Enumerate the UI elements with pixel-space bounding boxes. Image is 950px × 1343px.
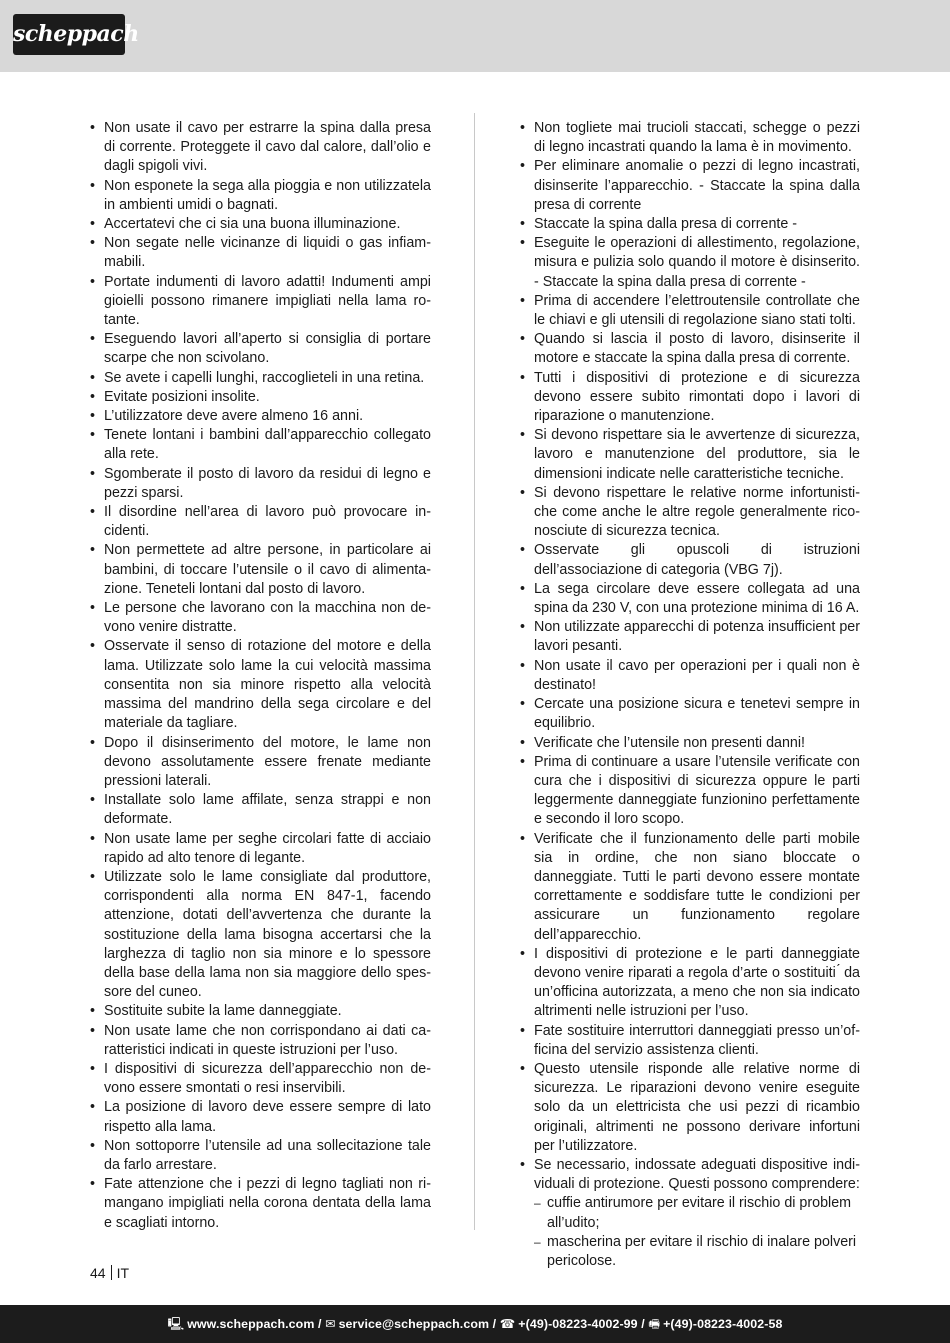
footer-phone: +(49)-08223-4002-99 / [518,1317,645,1331]
list-item: • Non segate nelle vicinanze di liquidi o gas infiammabili. [89,234,431,272]
column-divider [474,113,475,1230]
list-item: • Tenete lontani i bambini dall’apparecchio collegato alla rete. [89,426,431,464]
monitor-icon: 🖳 [167,1317,185,1331]
list-item: • La posizione di lavoro deve essere sempre di lato rispetto alla lama. [89,1098,431,1136]
list-item: • Non usate il cavo per estrarre la spina dalla presa di corrente. Proteggete il cavo dal calore, dall’olio e dagli spigoli vivi. [89,119,431,177]
right-column [519,119,860,1271]
list-item: • Non usate lame per seghe circolari fatte di acciaio rapido ad alto tenore di legante. [89,830,431,868]
protection-sublist [534,1194,860,1271]
page-header [0,0,950,72]
scheppach-logo: scheppach [13,14,125,55]
list-item: • Sostituite subite la lame danneggiate. [89,1002,431,1021]
list-item: • Accertatevi che ci sia una buona illuminazione. [89,215,431,234]
list-item: • Osservate gli opuscoli di istruzioni dell’associazione di categoria (VBG 7j). [519,541,860,579]
list-item [519,1156,860,1271]
list-item: • Per eliminare anomalie o pezzi di legno incastrati, disinserite l’apparecchio. - Staccate la spina dalla presa di corrente [519,157,860,215]
sub-list-item: – mascherina per evitare il rischio di inalare polveri pericolose. [534,1233,860,1271]
footer-web[interactable]: www.scheppach.com / [187,1317,322,1331]
page-footer [0,1305,950,1343]
list-item: • Si devono rispettare sia le avvertenze di sicurezza, lavoro e manutenzione del produttore, sia le dimensioni indicate nelle caratteristiche tecniche. [519,426,860,484]
list-item: • Staccate la spina dalla presa di corrente - [519,215,860,234]
list-item: • L’utilizzatore deve avere almeno 16 anni. [89,407,431,426]
list-item: • Non permettete ad altre persone, in particolare ai bambini, di toccare l’utensile o il cavo di alimentazione. Teneteli lontani dal posto di lavoro. [89,541,431,599]
list-item: • Prima di continuare a usare l’utensile verificate con cura che i dispositivi di sicurezza oppure le parti leggermente danneggiate funzionino perfettamente e secondo il loro scopo. [519,753,860,830]
sub-list-item: – cuffie antirumore per evitare il rischio di problem all’udito; [534,1194,860,1232]
list-item: • Cercate una posizione sicura e tenetevi sempre in equilibrio. [519,695,860,733]
list-item: • Verificate che l’utensile non presenti danni! [519,734,860,753]
phone-icon: ☎ [499,1317,516,1331]
list-item: • Questo utensile risponde alle relative norme di sicurezza. Le riparazioni devono venire eseguite solo da un elettricista che usi pezzi di ricambio originali, altrimenti ne possono derivare infortuni per l’utilizzatore. [519,1060,860,1156]
safety-list-left [89,119,431,1233]
list-item: • Sgomberate il posto di lavoro da residui di legno e pezzi sparsi. [89,465,431,503]
list-item: • Fate sostituire interruttori danneggiati presso un’officina del servizio assistenza clienti. [519,1022,860,1060]
list-item: • Non sottoporre l’utensile ad una sollecitazione tale da farlo arrestare. [89,1137,431,1175]
footer-email[interactable]: service@scheppach.com / [338,1317,497,1331]
list-item: • Dopo il disinserimento del motore, le lame non devono assolutamente essere frenate mediante pressioni laterali. [89,734,431,792]
list-item: • Installate solo lame affilate, senza strappi e non deformate. [89,791,431,829]
fax-icon: 🖷 [648,1317,661,1331]
list-item: • Tutti i dispositivi di protezione e di sicurezza devono essere subito rimontati dopo i lavori di riparazione o manutenzione. [519,369,860,427]
list-item: • Osservate il senso di rotazione del motore e della lama. Utilizzate solo lame la cui velocità massima consentita non sia minore rispetto alla velocità massima del mandrino della sega circolare e del materiale da tagliare. [89,637,431,733]
list-item: • Non usate il cavo per operazioni per i quali non è destinato! [519,657,860,695]
page-number-value: 44 [90,1265,106,1281]
language-code: IT [116,1265,130,1281]
list-item: • Fate attenzione che i pezzi di legno tagliati non rimangano impigliati nella corona dentata della lama e scagliati intorno. [89,1175,431,1233]
footer-fax: +(49)-08223-4002-58 [663,1317,783,1331]
mail-icon: ✉ [325,1317,336,1331]
page-number [90,1265,129,1281]
list-item: • Non togliete mai trucioli staccati, schegge o pezzi di legno incastrati quando la lama è in movimento. [519,119,860,157]
list-item: • Quando si lascia il posto di lavoro, disinserite il motore e staccate la spina dalla presa di corrente. [519,330,860,368]
list-item: • Verificate che il funzionamento delle parti mobile sia in ordine, che non siano bloccate o danneggiate. Tutti le parti devono essere montate correttamente e soddisfare tutte le condizioni per assicurare un funzionamento regolare dell’apparecchio. [519,830,860,945]
list-item: • Prima di accendere l’elettroutensile controllate che le chiavi e gli utensili di regolazione siano stati tolti. [519,292,860,330]
left-column [89,119,431,1233]
list-item: • Non utilizzate apparecchi di potenza insufficient per lavori pesanti. [519,618,860,656]
page-number-separator [111,1265,112,1280]
list-item: • La sega circolare deve essere collegata ad una spina da 230 V, con una protezione minima di 16 A. [519,580,860,618]
list-item: • Utilizzate solo le lame consigliate dal produttore, corrispondenti alla norma EN 847-1, facendo attenzione, dotati dell’avvertenza che durante la sostituzione della lama bisogna accertarsi che la larghezza di taglio non sia minore e lo spessore della base della lama non sia maggiore dello spessore del cuneo. [89,868,431,1002]
list-item: • Portate indumenti di lavoro adatti! Indumenti ampi gioielli possono rimanere impigliati nella lama rotante. [89,273,431,331]
list-item: • Le persone che lavorano con la macchina non devono venire distratte. [89,599,431,637]
list-item: • Eseguendo lavori all’aperto si consiglia di portare scarpe che non scivolano. [89,330,431,368]
list-item: • Se avete i capelli lunghi, raccoglieteli in una retina. [89,369,431,388]
list-item-text: Se necessario, indossate adeguati dispositive individuali di protezione. Questi possono comprendere: [534,1156,860,1193]
safety-list-right [519,119,860,1271]
list-item: • Evitate posizioni insolite. [89,388,431,407]
list-item: • I dispositivi di protezione e le parti danneggiate devono venire riparati a regola d’arte o sostituiti ́ da un’officina autorizzata, a meno che non sia indicato altrimenti nelle istruzioni per l’uso. [519,945,860,1022]
list-item: • Si devono rispettare le relative norme infortunistiche come anche le altre regole generalmente riconosciute di sicurezza tecnica. [519,484,860,542]
list-item: • Non esponete la sega alla pioggia e non utilizzatela in ambienti umidi o bagnati. [89,177,431,215]
list-item: • Eseguite le operazioni di allestimento, regolazione, misura e pulizia solo quando il motore è disinserito. - Staccate la spina dalla presa di corrente - [519,234,860,292]
list-item: • I dispositivi di sicurezza dell’apparecchio non devono essere smontati o resi inservibili. [89,1060,431,1098]
list-item: • Non usate lame che non corrispondano ai dati caratteristici indicati in queste istruzioni per l’uso. [89,1022,431,1060]
list-item: • Il disordine nell’area di lavoro può provocare incidenti. [89,503,431,541]
